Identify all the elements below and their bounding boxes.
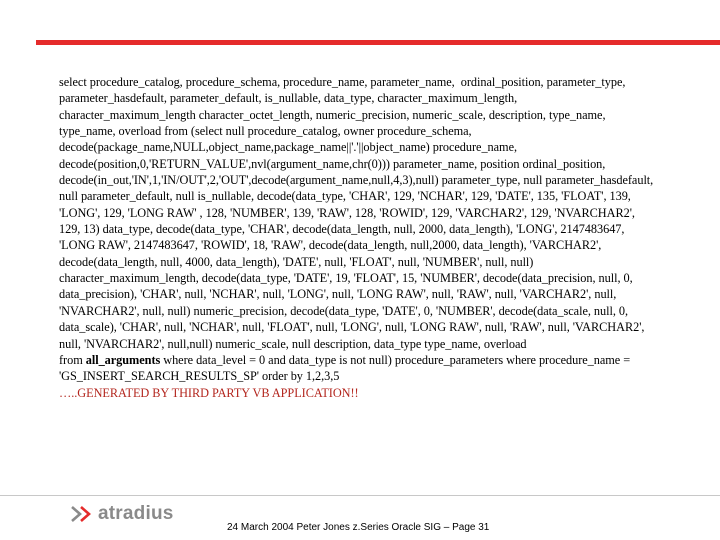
top-accent-rule [36, 40, 720, 45]
sql-query-part-2: where data_level = 0 and data_type is not null) procedure_parameters where procedure_name = 'GS_INSERT_SEARCH_RESULTS_SP' order by 1,2,3,5 [59, 352, 631, 384]
footer-divider [0, 495, 720, 496]
atradius-logo [70, 500, 174, 528]
slide-footer: 24 March 2004 Peter Jones z.Series Oracle SIG – Page 31 [227, 522, 490, 533]
sql-table-name: all_arguments [85, 352, 161, 367]
sql-query-part-1: select procedure_catalog, procedure_schema, procedure_name, parameter_name, ordinal_position, parameter_type, parameter_hasdefault, parameter_default, is_nullable, data_type, character_maximum_length, character_maximum_length character_octet_length, numeric_precision, numeric_scale, description, type_name, type_name, overload from (select null procedure_catalog, owner procedure_schema, decode(package_name,NULL,object_name,package_name||'.'||object_name) procedure_name, decode(position,0,'RETURN_VALUE',nvl(argument_name,chr(0))) parameter_name, position ordinal_position, decode(in_out,'IN',1,'IN/OUT',2,'OUT',decode(argument_name,null,4,3),null) parameter_type, null parameter_hasdefault, null parameter_default, null is_nullable, decode(data_type, 'CHAR', 129, 'NCHAR', 129, 'DATE', 135, 'FLOAT', 139, 'LONG', 129, 'LONG RAW' , 128, 'NUMBER', 139, 'RAW', 128, 'ROWID', 129, 'VARCHAR2', 129, 'NVARCHAR2', 129, 13) data_type, decode(data_type, 'CHAR', decode(data_length, null, 2000, data_length), 'LONG', 2147483647, 'LONG RAW', 2147483647, 'ROWID', 18, 'RAW', decode(data_length, null,2000, data_length), 'VARCHAR2', decode(data_length, null, 4000, data_length), 'DATE', null, 'FLOAT', null, 'NUMBER', null, null) character_maximum_length, decode(data_type, 'DATE', 19, 'FLOAT', 15, 'NUMBER', decode(data_precision, null, 0, data_precision), 'CHAR', null, 'NCHAR', null, 'LONG', null, 'LONG RAW', null, 'RAW', null, 'VARCHAR2', null, 'NVARCHAR2', null, null) numeric_precision, decode(data_type, 'DATE', 0, 'NUMBER', decode(data_scale, null, 0, data_scale), 'CHAR', null, 'NCHAR', null, 'FLOAT', null, 'LONG', null, 'LONG RAW', null, 'RAW', null, 'VARCHAR2', null, 'NVARCHAR2', null,null) numeric_scale, null description, data_type type_name, overload from [59, 75, 654, 367]
generated-note: …..GENERATED BY THIRD PARTY VB APPLICATION!! [59, 385, 359, 400]
sql-query-text [59, 74, 659, 401]
atradius-wordmark: atradius [98, 503, 174, 524]
atradius-logo-chevron-icon [70, 503, 94, 525]
